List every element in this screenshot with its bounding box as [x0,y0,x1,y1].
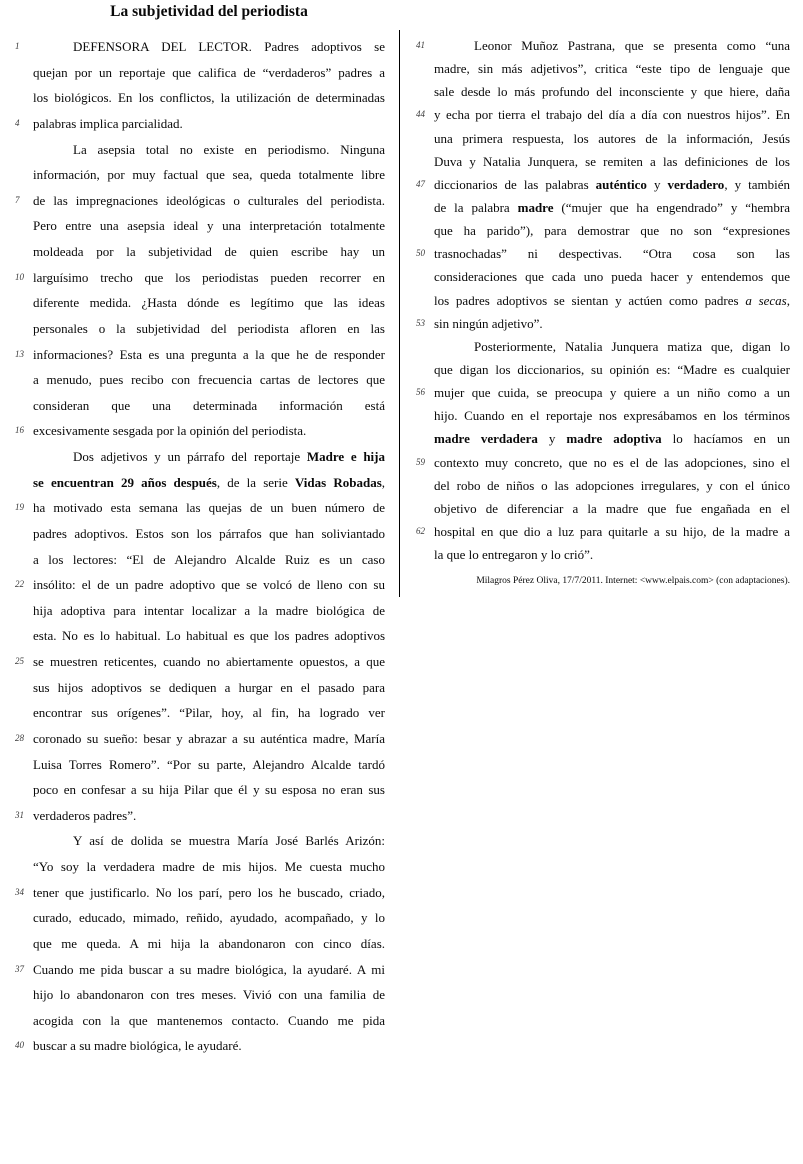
text-run: acogida con la que mantenemos contacto. Cuando me pida [33,1012,385,1028]
text-run: palabras implica parcialidad. [33,115,183,131]
text-line [33,85,385,111]
text-run: mujer que cuida, se preocupa y quiere a un niño como a un [434,385,790,401]
text-line [15,418,385,444]
text-line [33,777,385,803]
text-line [434,80,790,103]
text-run: larguísimo trecho que los periodistas pueden recorrer en [33,269,385,285]
text-run: los padres adoptivos se sientan y actúen como padres [434,292,746,308]
text-line [434,497,790,520]
text-line [416,520,790,543]
text-run: trasnochadas” ni despectivas. “Otra cosa son las [434,246,790,262]
text-line [15,188,385,214]
right-column [416,34,791,566]
line-number: 37 [15,963,24,974]
text-line [434,196,790,219]
text-line [33,547,385,573]
text-line [434,335,790,358]
text-run: de las impregnaciones ideológicas o culturales del periodista. [33,192,385,208]
text-line [33,675,385,701]
line-number: 62 [416,525,425,536]
text-run: Duva y Natalia Junquera, se remiten a las definiciones de los [434,153,790,169]
text-run: hospital en que dio a luz para quitarle a su hijo, de la madre a [434,523,790,539]
italic-text-run: a secas [745,292,787,308]
line-number: 13 [15,348,24,359]
text-line [416,451,790,474]
bold-text-run: verdadero [667,176,725,192]
text-line [15,572,385,598]
line-number: 10 [15,271,24,282]
text-run: , [786,292,790,308]
text-run: Dos adjetivos y un párrafo del reportaje [73,449,307,464]
text-run: personales o la subjetividad del periodista afloren en las [33,320,385,336]
text-line [33,213,385,239]
text-line [434,543,790,566]
text-run: que ha parido”), para demostrar que no son “expresiones [434,223,790,239]
text-run: quejan por un reportaje que califica de “verdaderos” padres a [33,64,385,80]
text-run: , de la serie [216,474,295,490]
text-run: sus hijos adoptivos se dediquen a hurgar en el pasado para [33,679,385,695]
text-run: los biológicos. En los conflictos, la utilización de determinadas [33,90,385,106]
text-line [15,495,385,521]
text-run: diferente medida. ¿Hasta dónde es legítimo que las ideas [33,295,385,311]
text-line [434,127,790,150]
text-run: sale desde lo más profundo del inconsciente y que hiere, daña [434,84,790,100]
line-number: 31 [15,809,24,820]
bold-text-run: se encuentran 29 años después [33,474,217,490]
line-number: 16 [15,425,24,436]
text-run: , [381,474,385,490]
text-line [434,289,790,312]
text-line [33,367,385,393]
text-line [416,34,790,57]
text-run: La asepsia total no existe en periodismo. Ninguna [73,141,385,157]
text-run: poco en confesar a su hija Pilar que él y su esposa no eran sus [33,782,385,798]
text-line [434,219,790,242]
text-line [33,623,385,649]
text-run: (“mujer que ha engendrado” y “hembra [553,199,791,215]
text-line [434,358,790,381]
text-run: consideraciones que cada uno pueda hacer y entendemos que [434,269,790,285]
text-line [15,803,385,829]
line-number: 28 [15,732,24,743]
text-line [434,150,790,173]
text-run: sin ningún adjetivo”. [434,315,543,331]
text-line [33,700,385,726]
line-number: 1 [15,41,20,51]
line-number: 19 [15,502,24,513]
text-run: Posteriormente, Natalia Junquera matiza que, digan lo [474,338,790,354]
text-run: tener que justificarlo. No los parí, pero los he buscado, criado, [33,884,385,900]
text-run: insólito: el de un padre adoptivo que se volcó de lleno con su [33,577,385,593]
text-line [33,60,385,86]
line-number: 53 [416,317,425,328]
text-line [33,290,385,316]
text-run: padres adoptivos. Estos son los párrafos que han soliviantado [33,525,385,541]
bold-text-run: Madre e hija [306,449,385,464]
line-number: 44 [416,109,425,120]
text-run: que me queda. A mi hija la abandonaron con cinco días. [33,935,385,951]
text-run: madre, sin más adjetivos”, critica “este tipo de lenguaje que [434,61,790,77]
text-line [15,1033,385,1059]
text-run: hijo lo abandonaron con tres meses. Vivió con una familia de [33,987,385,1003]
text-line [33,1008,385,1034]
text-run: objetivo de diferenciar a la madre que fue engañada en el [434,500,790,516]
text-line [416,242,790,265]
bold-text-run: Vidas Robadas [294,474,382,490]
line-number: 56 [416,387,425,398]
text-run: esta. No es lo habitual. Lo habitual es que los padres adoptivos [33,628,385,644]
text-run: informaciones? Esta es una pregunta a la que he de responder [33,346,385,362]
bold-text-run: madre verdadera [434,431,538,447]
text-line [33,931,385,957]
text-run: consideran que una determinada información está [33,397,385,413]
text-run: moldeada por la subjetividad de quien escribe hay un [33,244,385,259]
text-line [416,381,790,404]
text-line [15,342,385,368]
bold-text-run: madre adoptiva [566,431,662,447]
text-run: Luisa Torres Romero”. “Por su parte, Alejandro Alcalde tardó [33,756,385,772]
bold-text-run: madre [517,199,554,215]
bold-text-run: auténtico [595,176,647,192]
text-line [33,982,385,1008]
text-run: ha motivado esta semana las quejas de un buen número de [33,500,385,516]
left-column [15,34,385,1059]
text-run: lo hacíamos en un [661,431,791,447]
line-number: 59 [416,456,425,467]
text-line [434,427,790,450]
text-run: verdaderos padres”. [33,807,137,823]
text-line [434,57,790,80]
text-run: contexto muy concreto, que no es el de las adopciones, sino el [434,454,790,470]
text-run: información, por muy factual que sea, queda totalmente libre [33,167,385,183]
text-run: a menudo, pues recibo con frecuencia cartas de lectores que [33,372,385,388]
text-line [434,265,790,288]
text-line [434,404,790,427]
text-line [33,905,385,931]
text-line [33,137,385,163]
text-run: hija adoptiva para intentar localizar a la madre biológica de [33,602,385,618]
text-run: , y también [724,176,790,192]
line-number: 47 [416,178,425,189]
text-run: “Yo soy la verdadera madre de mis hijos. Me cuesta mucho [33,859,385,874]
text-run: DEFENSORA DEL LECTOR. Padres adoptivos se [73,39,385,54]
text-line [416,103,790,126]
text-line [15,111,385,137]
text-line [33,854,385,880]
text-run: Y así de dolida se muestra María José Barlés Arizón: [73,833,385,849]
line-number: 7 [15,194,20,205]
text-line [434,474,790,497]
text-line [15,34,385,60]
text-run: de la palabra [434,199,518,215]
text-run: buscar a su madre biológica, le ayudaré. [33,1038,242,1054]
column-divider [399,30,400,597]
text-line [33,239,385,265]
text-line [15,726,385,752]
text-line [33,162,385,188]
text-line [33,444,385,470]
text-run: y echa por tierra el trabajo del día a día con nuestros hijos”. En [434,107,790,123]
text-line [15,265,385,291]
line-number: 34 [15,886,24,897]
text-run: coronado su sueño: besar y abrazar a su auténtica madre, María [33,730,385,746]
text-run: y [537,431,567,447]
text-line [33,598,385,624]
page-title: La subjetividad del periodista [110,3,308,20]
text-line [33,316,385,342]
text-line [33,393,385,419]
line-number: 4 [15,117,20,128]
text-line [15,957,385,983]
line-number: 40 [15,1040,24,1051]
text-run: curado, educado, mimado, reñido, ayudado, acompañado, y lo [33,910,385,926]
text-line [33,521,385,547]
text-run: y [646,176,668,192]
text-line [416,173,790,196]
line-number: 50 [416,248,425,259]
text-run: Cuando me pida buscar a su madre biológica, la ayudaré. A mi [33,961,385,977]
text-run: una primera respuesta, los autores de la información, Jesús [434,130,790,146]
text-run: a los lectores: “El de Alejandro Alcalde Ruiz es un caso [33,551,385,567]
line-number: 41 [416,40,425,50]
text-run: Pero entre una asepsia ideal y una interpretación totalmente [33,218,385,234]
text-line [33,752,385,778]
text-run: diccionarios de las palabras [434,176,596,192]
text-run: encontrar sus orígenes”. “Pilar, hoy, al fin, ha logrado ver [33,705,385,721]
line-number: 25 [15,656,24,666]
text-run: que digan los diccionarios, su opinión es: “Madre es cualquier [434,361,790,377]
text-run: del robo de niños o las adopciones irregulares, y con el único [434,477,790,493]
text-line [15,880,385,906]
text-run: hijo. Cuando en el reportaje nos expresábamos en los términos [434,408,790,424]
source-citation: Milagros Pérez Oliva, 17/7/2011. Internet: <www.elpais.com> (con adaptaciones). [476,576,790,586]
text-line [15,649,385,675]
text-run: la que lo entregaron y lo crió”. [434,547,594,563]
text-line [416,312,790,335]
text-run: se muestren reticentes, cuando no abiertamente opuestos, a que [33,654,385,669]
text-run: excesivamente sesgada por la opinión del periodista. [33,423,307,439]
text-line [33,828,385,854]
text-run: Leonor Muñoz Pastrana, que se presenta como “una [474,38,790,53]
line-number: 22 [15,579,24,590]
text-line [33,470,385,496]
